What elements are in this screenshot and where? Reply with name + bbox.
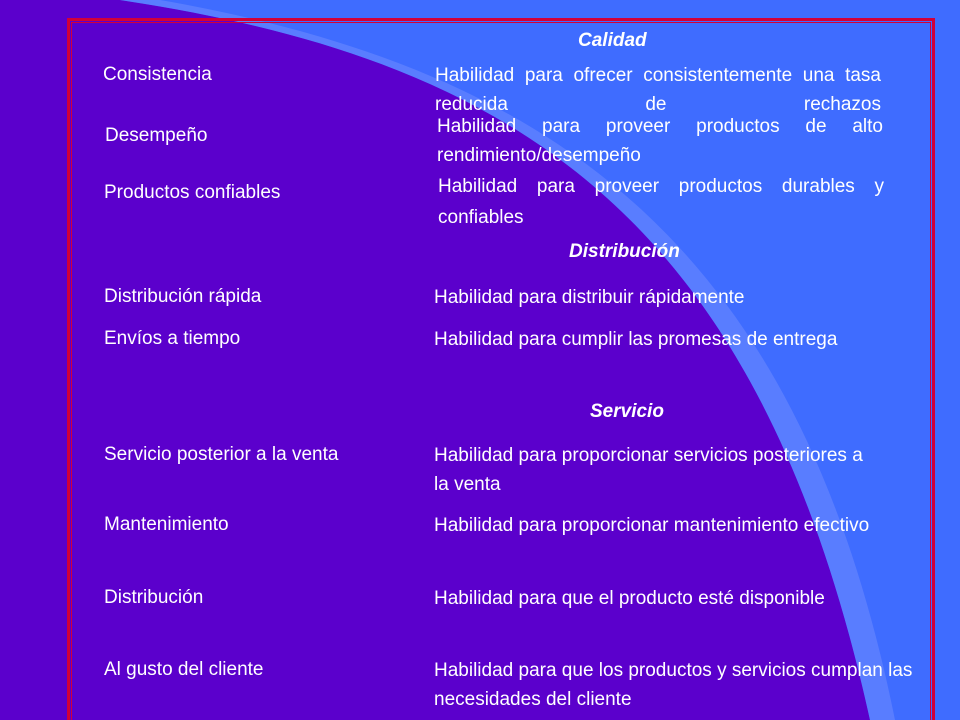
row-label-desempeno: Desempeño <box>105 125 208 146</box>
row-desc-envios-a-tiempo: Habilidad para cumplir las promesas de entrega <box>434 329 838 350</box>
section-header-servicio: Servicio <box>590 401 664 422</box>
row-label-distribucion: Distribución <box>104 587 204 608</box>
row-desc-productos-confiables: Habilidad para proveer productos durables y confiables <box>438 176 884 228</box>
section-header-calidad: Calidad <box>578 30 647 51</box>
row-desc-mantenimiento: Habilidad para proporcionar mantenimiento efectivo <box>434 515 870 536</box>
row-label-servicio-posterior: Servicio posterior a la venta <box>104 444 339 465</box>
row-desc-servicio-posterior: Habilidad para proporcionar servicios posteriores a la venta <box>434 445 863 495</box>
row-desc-al-gusto-del-cliente: Habilidad para que los productos y servicios cumplan las necesidades del cliente <box>434 660 913 710</box>
section-header-distribucion: Distribución <box>569 241 680 262</box>
row-desc-desempeno: Habilidad para proveer productos de alto rendimiento/desempeño <box>437 116 883 166</box>
row-label-productos-confiables: Productos confiables <box>104 182 281 203</box>
row-desc-distribucion: Habilidad para que el producto esté disponible <box>434 588 825 609</box>
row-desc-consistencia: Habilidad para ofrecer consistentemente una tasa reducida de rechazos <box>435 65 881 115</box>
row-label-envios-a-tiempo: Envíos a tiempo <box>104 328 241 349</box>
row-label-distribucion-rapida: Distribución rápida <box>104 286 262 307</box>
row-label-consistencia: Consistencia <box>103 64 212 85</box>
row-label-mantenimiento: Mantenimiento <box>104 514 229 535</box>
row-label-al-gusto-del-cliente: Al gusto del cliente <box>104 659 264 680</box>
row-desc-distribucion-rapida: Habilidad para distribuir rápidamente <box>434 287 745 308</box>
